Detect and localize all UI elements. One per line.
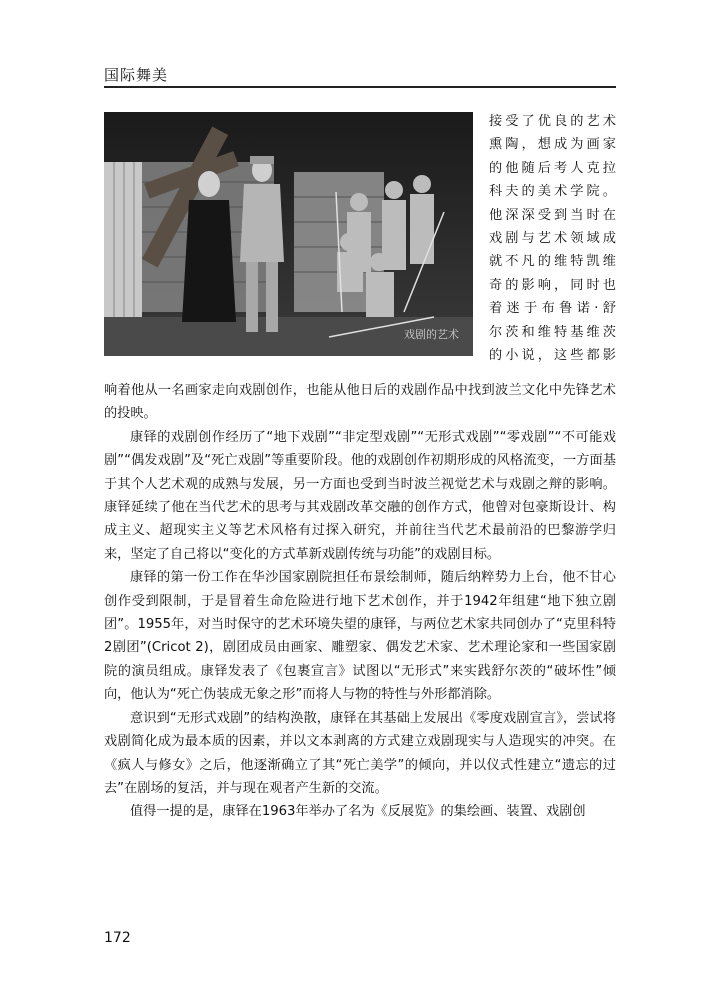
side-line: 戏剧与艺术领域成 bbox=[489, 230, 616, 246]
side-line: 熏陶，想成为画家 bbox=[489, 137, 616, 153]
running-header: 国际舞美 bbox=[104, 66, 169, 84]
paragraph: 值得一提的是，康铎在1963年举办了名为《反展览》的集绘画、装置、戏剧创 bbox=[130, 804, 586, 820]
side-line: 就不凡的维特凯维 bbox=[489, 254, 616, 270]
side-line: 的小说，这些都影 bbox=[489, 347, 616, 363]
stage-photo bbox=[104, 112, 473, 356]
paragraph: 康铎的戏剧创作经历了“地下戏剧”“非定型戏剧”“无形式戏剧”“零戏剧”“不可能戏剧”“偶发戏剧”及“死亡戏剧”等重要阶段。他的戏剧创作初期形成的风格流变，一方面基于其个人艺术观的成熟与发展，另一方面也受到当时波兰视觉艺术与戏剧之辩的影响。康铎延续了他在当代艺术的思考与其戏剧改革交融的创作方式，他曾对包豪斯设计、构成主义、超现实主义等艺术风格有过探入研究，并前往当代艺术最前沿的巴黎游学归来，坚定了自己将以“变化的方式革新戏剧传统与功能”的戏剧目标。 bbox=[104, 429, 616, 562]
paragraph: 康铎的第一份工作在华沙国家剧院担任布景绘制师，随后纳粹势力上台，他不甘心创作受到限制，于是冒着生命危险进行地下艺术创作，并于1942年组建“地下独立剧团”。1955年，对当时保守的艺术环境失望的康铎，与两位艺术家共同创办了“克里科特2剧团”(Cricot 2)，剧团成员由画家、雕塑家、偶发艺术家、艺术理论家和一些国家剧院的演员组成。康铎发表了《包裹宣言》试图以“无形式”来实践舒尔茨的“破坏性”倾向，他认为“死亡伪装成无象之形”而将人与物的特性与外形都消除。 bbox=[104, 570, 616, 703]
body-text bbox=[104, 379, 616, 824]
side-line: 着迷于布鲁诺·舒 bbox=[489, 301, 616, 317]
side-line: 接受了优良的艺术 bbox=[489, 114, 616, 129]
side-line: 奇的影响，同时也 bbox=[489, 277, 616, 293]
side-line: 科夫的美术学院。 bbox=[489, 184, 616, 200]
side-line: 尔茨和维特基维茨 bbox=[489, 324, 616, 340]
page-number: 172 bbox=[104, 930, 131, 946]
side-line: 他深深受到当时在 bbox=[489, 207, 616, 223]
header-rule bbox=[104, 86, 616, 88]
side-column-text bbox=[489, 110, 616, 367]
paragraph: 意识到“无形式戏剧”的结构涣散，康铎在其基础上发展出《零度戏剧宣言》，尝试将戏剧简化成为最本质的因素，并以文本剥离的方式建立戏剧现实与人造现实的冲突。在《疯人与修女》之后，他逐渐确立了其“死亡美学”的倾向，并以仪式性建立“遗忘的过去”在剧场的复活，并与现在观者产生新的交流。 bbox=[104, 710, 616, 796]
paragraph: 响着他从一名画家走向戏剧创作，也能从他日后的戏剧作品中找到波兰文化中先锋艺术的投映。 bbox=[104, 383, 616, 422]
photo-watermark: 戏剧的艺术 bbox=[404, 328, 459, 341]
stage-photo-image bbox=[104, 112, 473, 356]
side-line: 的他随后考人克拉 bbox=[489, 160, 616, 176]
